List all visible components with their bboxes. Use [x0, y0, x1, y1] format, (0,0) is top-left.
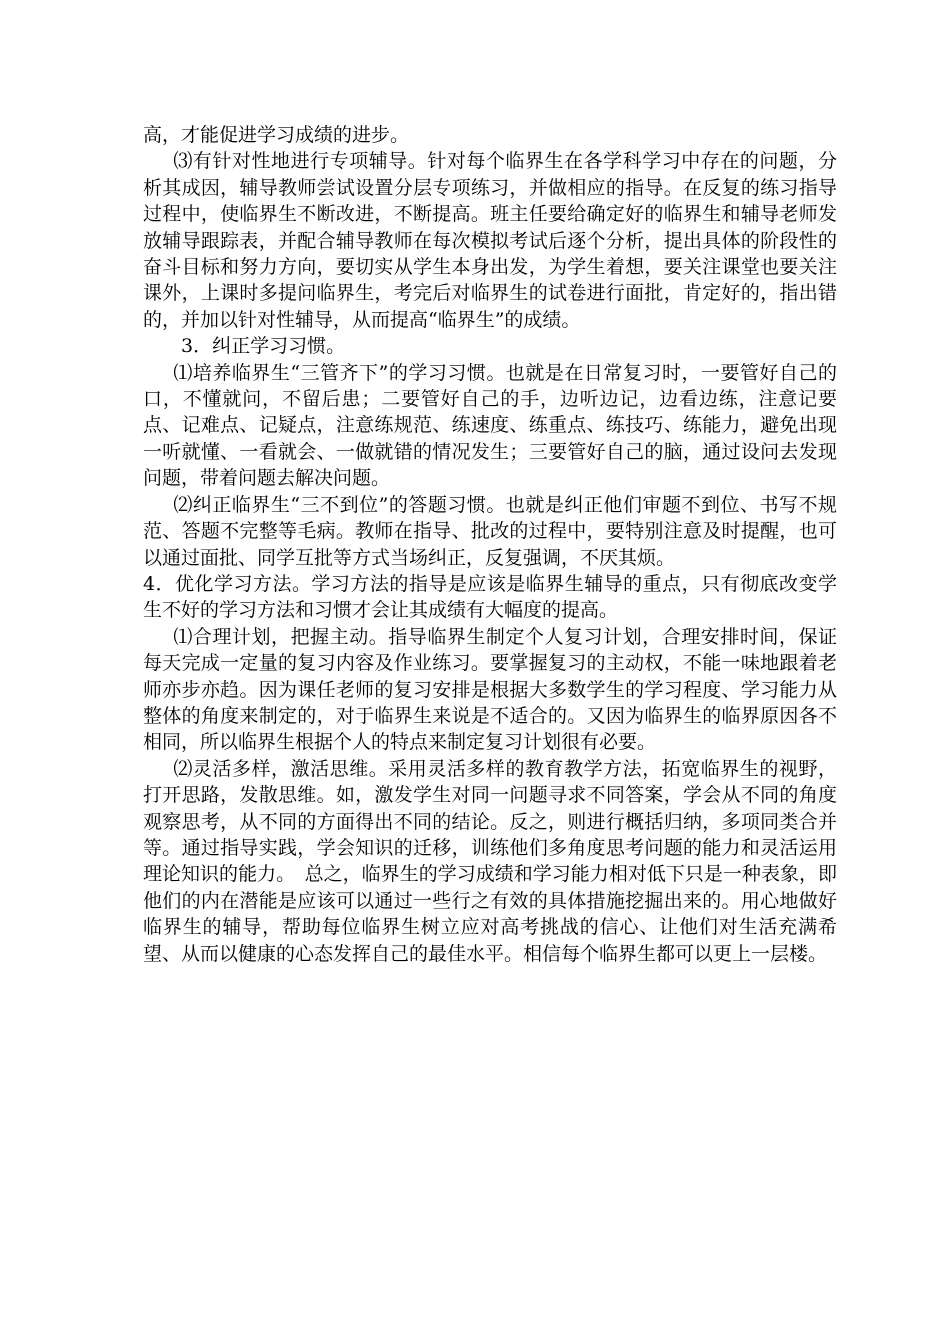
- section-heading-4: 4．优化学习方法。学习方法的指导是应该是临界生辅导的重点，只有彻底改变学生不好的学习方法和习惯才会让其成绩有大幅度的提高。: [143, 572, 837, 622]
- paragraph-item-3: ⑶有针对性地进行专项辅导。针对每个临界生在各学科学习中存在的问题，分析其成因，辅导教师尝试设置分层专项练习，并做相应的指导。在反复的练习指导过程中，使临界生不断改进，不断提高。班主任要给确定好的临界生和辅导老师发放辅导跟踪表，并配合辅导教师在每次模拟考试后逐个分析，提出具体的阶段性的奋斗目标和努力方向，要切实从学生本身出发，为学生着想，要关注课堂也要关注课外，上课时多提问临界生，考完后对临界生的试卷进行面批，肯定好的，指出错的，并加以针对性辅导，从而提高“临界生”的成绩。: [143, 150, 837, 331]
- section-heading-3: 3．纠正学习习惯。: [181, 335, 346, 358]
- paragraph-method-1: ⑴合理计划，把握主动。指导临界生制定个人复习计划，合理安排时间，保证每天完成一定量的复习内容及作业练习。要掌握复习的主动权，不能一味地跟着老师亦步亦趋。因为课任老师的复习安排是根据大多数学生的学习程度、学习能力从整体的角度来制定的，对于临界生来说是不适合的。又因为临界生的临界原因各不相同，所以临界生根据个人的特点来制定复习计划很有必要。: [143, 625, 837, 754]
- paragraph-method-2: ⑵灵活多样，激活思维。采用灵活多样的教育教学方法，拓宽临界生的视野，打开思路，发散思维。如，激发学生对同一问题寻求不同答案，学会从不同的角度观察思考，从不同的方面得出不同的结论。反之，则进行概括归纳，多项同类合并等。通过指导实践，学会知识的迁移，训练他们多角度思考问题的能力和灵活运用理论知识的能力。 总之，临界生的学习成绩和学习能力相对低下只是一种表象，即他们的内在潜能是应该可以通过一些行之有效的具体措施挖掘出来的。用心地做好临界生的辅导，帮助每位临界生树立应对高考挑战的信心、让他们对生活充满希望、从而以健康的心态发挥自己的最佳水平。相信每个临界生都可以更上一层楼。: [143, 757, 837, 965]
- paragraph-item-2: ⑵纠正临界生“三不到位”的答题习惯。也就是纠正他们审题不到位、书写不规范、答题不完整等毛病。教师在指导、批改的过程中，要特别注意及时提醒，也可以通过面批、同学互批等方式当场纠正，反复强调，不厌其烦。: [143, 493, 837, 569]
- document-body: [143, 122, 837, 967]
- paragraph-item-1: ⑴培养临界生“三管齐下”的学习习惯。也就是在日常复习时，一要管好自己的口，不懂就问，不留后患；二要管好自己的手，边听边记，边看边练，注意记要点、记难点、记疑点，注意练规范、练速度、练重点、练技巧、练能力，避免出现一听就懂、一看就会、一做就错的情况发生；三要管好自己的脑，通过设问去发现问题，带着问题去解决问题。: [143, 361, 837, 490]
- paragraph-continuation: 高，才能促进学习成绩的进步。: [143, 124, 410, 146]
